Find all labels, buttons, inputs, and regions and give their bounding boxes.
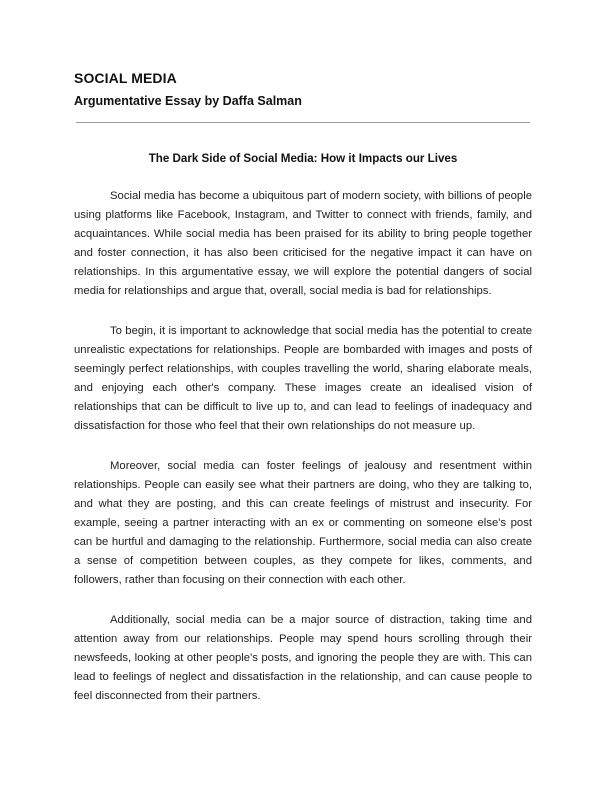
paragraph: To begin, it is important to acknowledge that social media has the potential to create unrealistic expectations for relationships. People are bombarded with images and posts of seemingly perfect relationships, with couples travelling the world, sharing elaborate meals, and enjoying each other's company. These images create an idealised vision of relationships that can be difficult to live up to, and can lead to feelings of inadequacy and dissatisfaction for those who feel that their own relationships do not measure up.: [74, 325, 532, 432]
document-title: SOCIAL MEDIA: [74, 70, 177, 86]
divider: [76, 122, 530, 123]
essay-title: The Dark Side of Social Media: How it Impacts our Lives: [148, 152, 458, 165]
essay-body: [74, 187, 532, 727]
document-subtitle: Argumentative Essay by Daffa Salman: [74, 94, 302, 108]
paragraph: Social media has become a ubiquitous part of modern society, with billions of people using platforms like Facebook, Instagram, and Twitter to connect with friends, family, and acquaintances. While social media has been praised for its ability to bring people together and foster connection, it has also been criticised for the negative impact it can have on relationships. In this argumentative essay, we will explore the potential dangers of social media for relationships and argue that, overall, social media is bad for relationships.: [74, 190, 532, 297]
paragraph: Moreover, social media can foster feelings of jealousy and resentment within relationships. People can easily see what their partners are doing, who they are talking to, and what they are posting, and this can create feelings of mistrust and insecurity. For example, seeing a partner interacting with an ex or commenting on someone else's post can be hurtful and damaging to the relationship. Furthermore, social media can also create a sense of competition between couples, as they compete for likes, comments, and followers, rather than focusing on their connection with each other.: [74, 460, 532, 586]
paragraph: Additionally, social media can be a major source of distraction, taking time and attention away from our relationships. People may spend hours scrolling through their newsfeeds, looking at other people's posts, and ignoring the people they are with. This can lead to feelings of neglect and dissatisfaction in the relationship, and can cause people to feel disconnected from their partners.: [74, 614, 532, 702]
